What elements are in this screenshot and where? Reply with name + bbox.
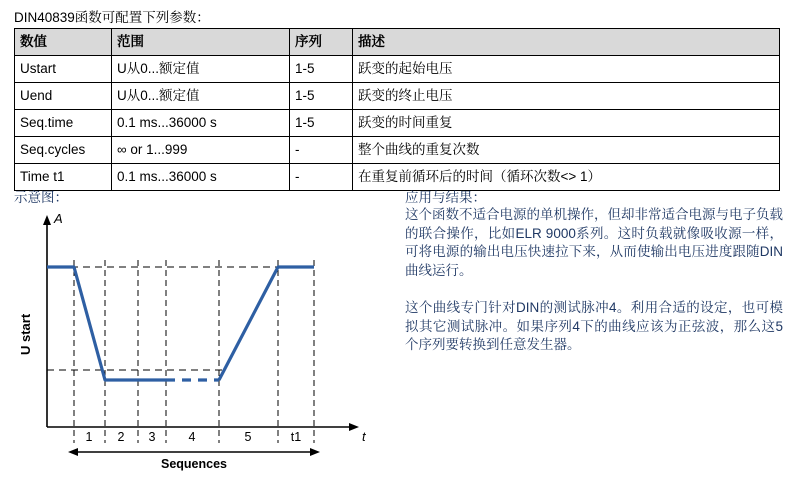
sequence-number-1: 1 xyxy=(85,430,93,444)
column-header-sequence: 序列 xyxy=(290,29,353,56)
cell-description: 跃变的起始电压 xyxy=(353,56,780,83)
cell-range: ∞ or 1...999 xyxy=(112,137,290,164)
cell-value: Time t1 xyxy=(15,164,112,191)
application-paragraph-1: 这个函数不适合电源的单机操作，但却非常适合电源与电子负载的联合操作，比如ELR 9000系列。这时负载就像吸收源一样，可将电源的输出电压快速拉下来，从而使输出电压进度跟随DIN曲线运行。 xyxy=(405,207,783,278)
sequence-number-5: 5 xyxy=(244,430,252,444)
sequence-number-3: 3 xyxy=(148,430,156,444)
din-curve-diagram xyxy=(14,205,384,470)
diagram-caption: 示意图： xyxy=(14,190,68,205)
x-axis-letter: t xyxy=(362,429,366,444)
curve-segment-b xyxy=(219,267,314,380)
cell-value: Ustart xyxy=(15,56,112,83)
cell-range: 0.1 ms...36000 s xyxy=(112,110,290,137)
application-heading: 应用与结果： xyxy=(405,190,486,205)
column-header-description: 描述 xyxy=(353,29,780,56)
intro-text: DIN40839函数可配置下列参数： xyxy=(14,10,210,25)
sequence-number-4: 4 xyxy=(188,430,196,444)
application-paragraph-2: 这个曲线专门针对DIN的测试脉冲4。利用合适的设定，也可模拟其它测试脉冲。如果序列4下的曲线应该为正弦波，那么这5个序列要转换到任意发生器。 xyxy=(405,300,783,352)
column-header-value: 数值 xyxy=(15,29,112,56)
table-header-row xyxy=(15,29,780,56)
cell-description: 在重复前循环后的时间（循环次数<> 1） xyxy=(353,164,780,191)
cell-description: 跃变的终止电压 xyxy=(353,83,780,110)
table-body xyxy=(15,56,780,191)
sequences-span-arrow-right xyxy=(310,448,320,456)
column-header-range: 范围 xyxy=(112,29,290,56)
parameters-table xyxy=(14,28,780,191)
table-row xyxy=(15,137,780,164)
sequence-number-2: 2 xyxy=(117,430,125,444)
table-row xyxy=(15,164,780,191)
cell-value: Seq.cycles xyxy=(15,137,112,164)
cell-description: 跃变的时间重复 xyxy=(353,110,780,137)
table-row xyxy=(15,110,780,137)
sequences-span-arrow-left xyxy=(68,448,78,456)
cell-range: U从0...额定值 xyxy=(112,56,290,83)
table-row xyxy=(15,83,780,110)
y-axis-title: U start xyxy=(18,313,33,355)
cell-sequence: - xyxy=(290,164,353,191)
cell-sequence: 1-5 xyxy=(290,56,353,83)
y-axis-arrow xyxy=(43,215,51,225)
cell-sequence: - xyxy=(290,137,353,164)
x-axis-arrow xyxy=(349,423,359,431)
sequence-label-t1: t1 xyxy=(290,430,302,444)
cell-range: U从0...额定值 xyxy=(112,83,290,110)
cell-value: Seq.time xyxy=(15,110,112,137)
sequences-caption: Sequences xyxy=(160,457,227,471)
curve-segment-a xyxy=(47,267,166,380)
cell-range: 0.1 ms...36000 s xyxy=(112,164,290,191)
cell-sequence: 1-5 xyxy=(290,110,353,137)
table-row xyxy=(15,56,780,83)
y-axis-letter: A xyxy=(54,211,63,226)
cell-sequence: 1-5 xyxy=(290,83,353,110)
table-head xyxy=(15,29,780,56)
cell-value: Uend xyxy=(15,83,112,110)
cell-description: 整个曲线的重复次数 xyxy=(353,137,780,164)
